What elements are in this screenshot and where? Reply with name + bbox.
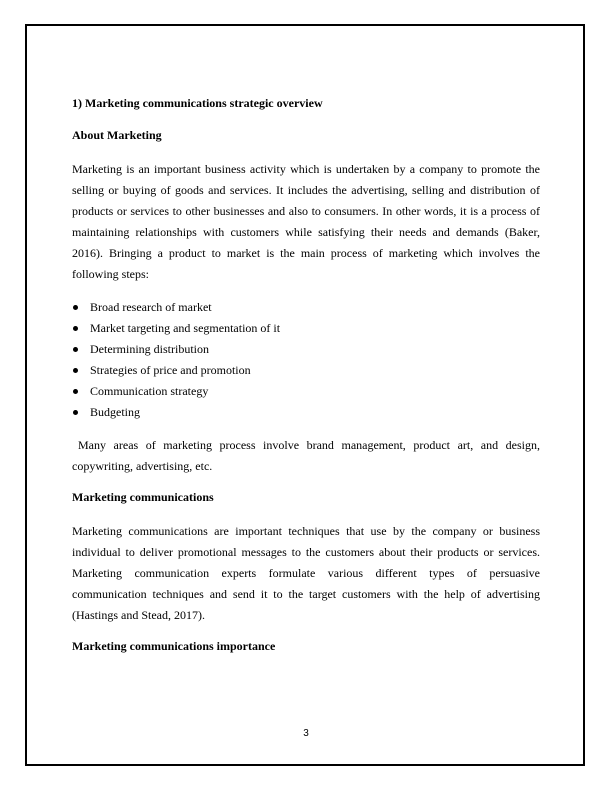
marketing-communications-importance-heading: Marketing communications importance [72,639,276,653]
bullet-icon [73,326,78,331]
page-number: 3 [303,728,309,739]
list-item-text: Market targeting and segmentation of it [90,321,281,335]
bullet-icon [73,368,78,373]
list-item [72,381,540,402]
list-item-text: Determining distribution [90,342,209,356]
about-marketing-paragraph: Marketing is an important business activity which is undertaken by a company to promote the selling or buying of goods and services. It includes the advertising, selling and distribution of products or services to other businesses and also to consumers. In other words, it is a process of maintaining relationships with customers while satisfying their needs and demands (Baker, 2016). Bringing a product to market is the main process of marketing which involves the following steps: [72,162,540,281]
list-item [72,402,540,423]
list-item-text: Strategies of price and promotion [90,363,251,377]
bullet-icon [73,347,78,352]
about-marketing-heading: About Marketing [72,128,162,142]
list-item [72,318,540,339]
bullet-icon [73,410,78,415]
list-item-text: Communication strategy [90,384,209,398]
section-title: 1) Marketing communications strategic overview [72,96,323,110]
list-item [72,339,540,360]
list-item [72,360,540,381]
list-item [72,297,540,318]
marketing-areas-paragraph: Many areas of marketing process involve brand management, product art, and design, copywriting, advertising, etc. [72,438,540,473]
list-item-text: Broad research of market [90,300,212,314]
document-body [72,95,540,654]
bullet-icon [73,305,78,310]
bullet-icon [73,389,78,394]
marketing-communications-heading: Marketing communications [72,490,214,504]
list-item-text: Budgeting [90,405,140,419]
marketing-communications-paragraph: Marketing communications are important techniques that use by the company or business individual to deliver promotional messages to the customers about their products or services. Marketing communication experts formulate various different types of persuasive communication techniques and send it to the target customers with the help of advertising (Hastings and Stead, 2017). [72,524,540,622]
marketing-steps-list [72,297,540,423]
